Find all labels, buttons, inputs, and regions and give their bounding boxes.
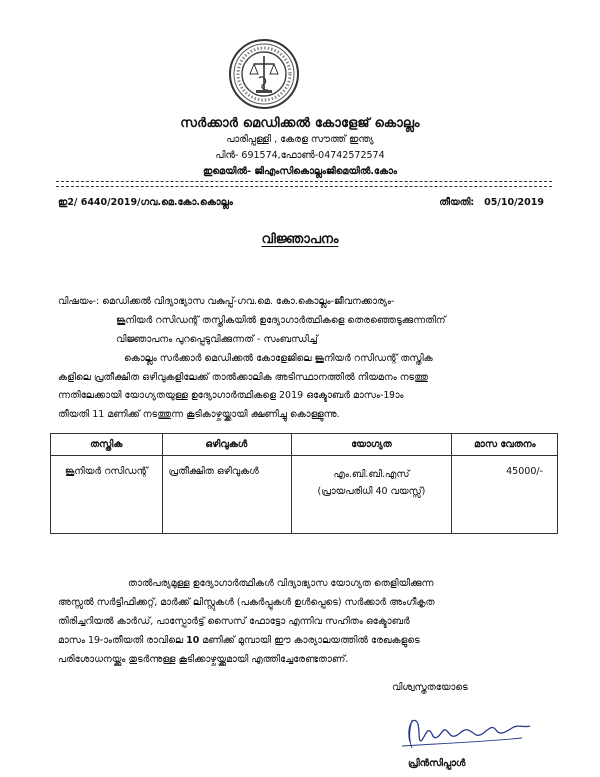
table-header-row — [51, 434, 558, 456]
paragraph-line: അസ്സൽ സർട്ടിഫിക്കറ്റ്, മാർക്ക് ലിസ്റ്റുകൾ (പകർപ്പുകൾ ഉൾപ്പെടെ) സർക്കാർ അംഗീകൃത — [58, 597, 435, 608]
subject-block — [58, 292, 558, 349]
paragraph-line: ന്നതിലേക്കായി യോഗ്യതയുള്ള ഉദ്യോഗാർത്ഥികളെ 2019 ഒക്ടോബർ മാസം-19ാം — [58, 390, 404, 401]
date-label: തീയതി: — [439, 197, 475, 208]
designation: പ്രിൻസിപ്പാൾ — [408, 758, 466, 769]
invitation-paragraph — [58, 350, 548, 424]
subject-line: ജൂനിയർ റസിഡന്റ് തസ്തികയിൽ ഉദ്യോഗാർത്ഥികളെ തെരഞ്ഞെടുക്കുന്നതിന് — [116, 315, 446, 326]
heading-text: വിജ്ഞാപനം — [261, 232, 339, 247]
line-text: മണിക്ക് മുമ്പായി ഈ കാര്യാലയത്തിൽ രേഖകളുടെ — [199, 635, 420, 646]
paragraph-line: തിരിച്ചറിയൽ കാർഡ്, പാസ്പോർട്ട് സൈസ് ഫോട്ടോ എന്നിവ സഹിതം ഒക്ടോബർ — [58, 616, 410, 627]
column-header-post: തസ്തിക — [51, 434, 163, 456]
table-row — [51, 456, 558, 534]
header-divider-bottom — [56, 186, 552, 187]
paragraph-line: താൽപര്യമുള്ള ഉദ്യോഗാർത്ഥികൾ വിദ്യാഭ്യാസ യോഗ്യത തെളിയിക്കുന്ന — [128, 578, 434, 589]
header-divider-top — [56, 181, 552, 182]
paragraph-line: കളിലെ പ്രതീക്ഷിത ഒഴിവുകളിലേക്ക് താൽക്കാലിക അടിസ്ഥാനത്തിൽ നിയമനം നടത്തു — [58, 371, 428, 383]
cell-salary: 45000/- — [451, 456, 557, 534]
paragraph-line — [58, 631, 548, 650]
date-value: 05/10/2019 — [484, 197, 544, 208]
cell-vacancies: പ്രതീക്ഷിത ഒഴിവുകൾ — [162, 456, 292, 534]
qualification-age-limit: (പ്രായപരിധി 40 വയസ്സ്) — [317, 486, 426, 497]
college-name: സർക്കാർ മെഡിക്കൽ കോളേജ് കൊല്ലം — [180, 116, 420, 131]
college-address: പാരിപ്പള്ളി , കേരള സൗത്ത് ഇന്ത്യ — [226, 134, 374, 145]
paragraph-line: കൊല്ലം സർക്കാർ മെഡിക്കൽ കോളേജിലെ ജൂനിയർ റസിഡന്റ് തസ്തിക — [124, 353, 433, 364]
time-emphasis: 10 — [186, 635, 200, 646]
paragraph-line: തീയതി 11 മണിക്ക് നടത്തുന്ന കൂടികാഴ്ചയ്ക്കായി ക്ഷണിച്ചു കൊള്ളുന്നു. — [58, 408, 340, 420]
line-text: മാസം 19-ാംതീയതി രാവിലെ — [58, 635, 187, 646]
notification-heading — [0, 232, 600, 247]
cell-post: ജൂനിയർ റസിഡന്റ് — [51, 456, 163, 534]
pin-phone: പിൻ- 691574,ഫോൺ-04742572574 — [215, 150, 385, 161]
subject-line: വിജ്ഞാപനം പുറപ്പെടുവിക്കുന്നത് - സംബന്ധിച്ച് — [116, 334, 318, 345]
college-emblem-icon — [228, 38, 300, 110]
qualification-degree: എം.ബി.ബി.എസ് — [333, 469, 410, 480]
column-header-salary: മാസ വേതനം — [451, 434, 557, 456]
subject-line: വിഷയം-: മെഡിക്കൽ വിദ്യാഭ്യാസ വകുപ്പ്-ഗവ.മെ. കോ.കൊല്ലം-ജീവനക്കാര്യം- — [58, 296, 395, 307]
instructions-paragraph — [58, 574, 548, 669]
college-email: ഇമെയിൽ- ജിഎംസികൊല്ലംജിമെയിൽ.കോം — [203, 166, 397, 177]
paragraph-line: പരിശോധനയ്ക്കും തുടർന്നുള്ള കൂടിക്കാഴ്ചയ്ക്കുമായി എത്തിച്ചേരേണ്ടതാണ്. — [58, 654, 349, 665]
column-header-vacancies: ഒഴിവുകൾ — [162, 434, 292, 456]
date-block — [439, 197, 544, 208]
column-header-qualification: യോഗ്യത — [292, 434, 451, 456]
closing-salutation: വിശ്വസ്തതയോടെ — [392, 682, 468, 693]
cell-qualification — [292, 456, 451, 534]
vacancy-table — [50, 433, 558, 534]
signature-icon — [392, 704, 542, 754]
reference-number: ഇ2/ 6440/2019/ഗവ.മെ.കോ.കൊല്ലം — [58, 197, 233, 208]
